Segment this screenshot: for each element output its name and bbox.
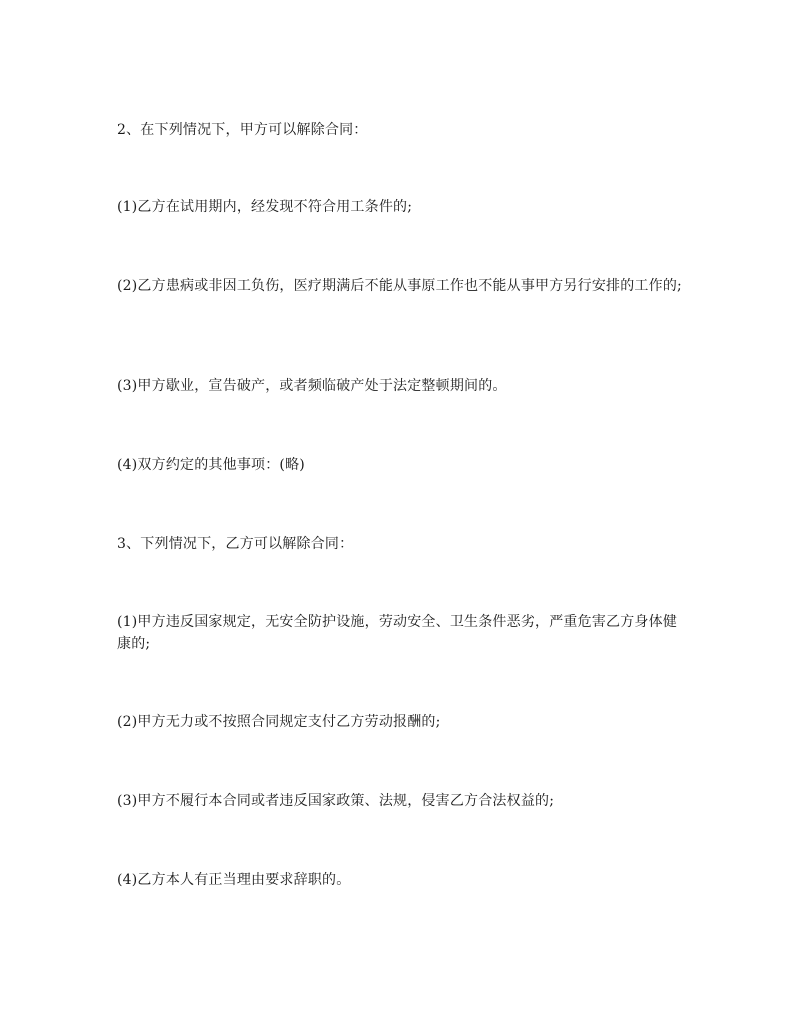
clause-2-heading: 2、在下列情况下，甲方可以解除合同：: [117, 122, 368, 138]
clause-2-item-3: (3)甲方歇业，宣告破产，或者频临破产处于法定整顿期间的。: [117, 378, 507, 394]
clause-3-item-4: (4)乙方本人有正当理由要求辞职的。: [117, 872, 351, 888]
clause-3-item-1: (1)甲方违反国家规定，无安全防护设施，劳动安全、卫生条件恶劣，严重危害乙方身体健康的;: [117, 614, 678, 652]
clause-3-item-3: (3)甲方不履行本合同或者违反国家政策、法规，侵害乙方合法权益的;: [117, 793, 555, 809]
clause-2-item-1: (1)乙方在试用期内，经发现不符合用工条件的;: [117, 199, 413, 215]
clause-2-item-4: (4)双方约定的其他事项：(略): [117, 457, 305, 473]
clause-3-heading: 3、下列情况下，乙方可以解除合同：: [117, 536, 354, 552]
clause-2-item-2: (2)乙方患病或非因工负伤，医疗期满后不能从事原工作也不能从事甲方另行安排的工作的;: [117, 278, 682, 294]
clause-3-item-2: (2)甲方无力或不按照合同规定支付乙方劳动报酬的;: [117, 714, 441, 730]
